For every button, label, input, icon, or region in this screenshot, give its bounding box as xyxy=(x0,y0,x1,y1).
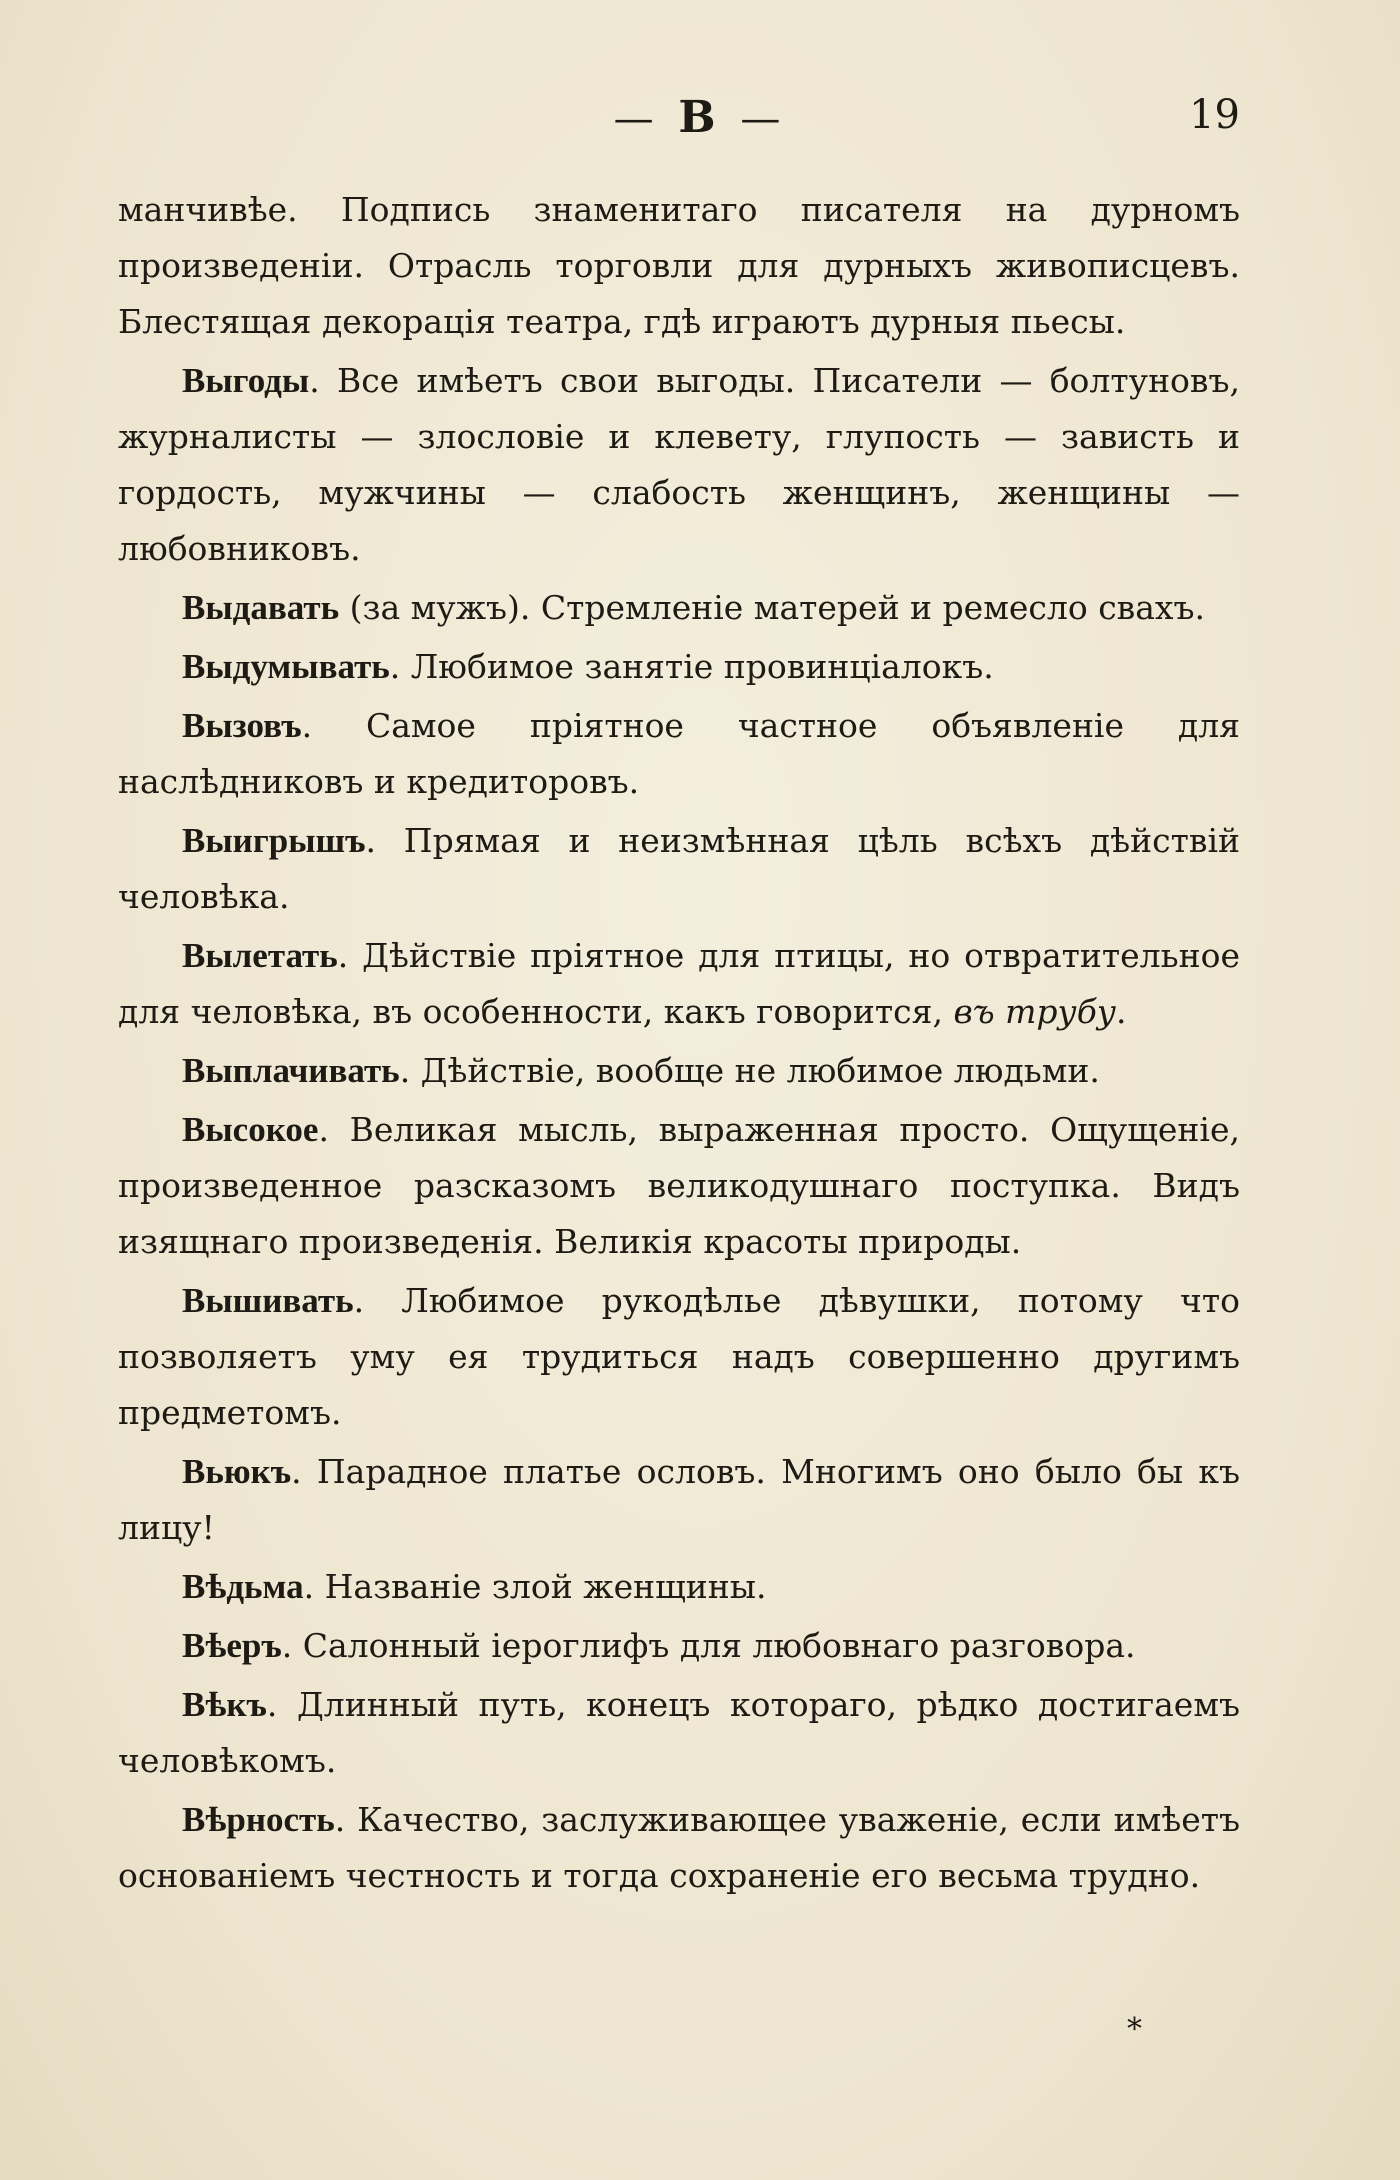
entry-definition: . Великая мысль, выраженная просто. Ощущеніе, произведенное разсказомъ великодушнаго поступка. Видъ изящнаго произведенія. Великія красоты природы. xyxy=(118,1110,1240,1261)
entry-definition: . Дѣйствіе пріятное для птицы, но отвратительное для человѣка, въ особенности, какъ говорится, xyxy=(118,936,1240,1031)
entry-vyshivat xyxy=(118,1273,1240,1441)
page-header xyxy=(0,92,1400,152)
entry-vernost xyxy=(118,1792,1240,1904)
entry-definition: . Парадное платье ословъ. Многимъ оно было бы къ лицу! xyxy=(118,1452,1240,1547)
entry-tail: . xyxy=(1116,992,1127,1031)
entry-vyigrysh xyxy=(118,813,1240,925)
entry-term: Вѣеръ xyxy=(182,1626,282,1665)
entry-vygody xyxy=(118,353,1240,577)
entry-term: Выплачивать xyxy=(182,1051,400,1090)
entry-vydumyvat xyxy=(118,639,1240,695)
entry-vek xyxy=(118,1677,1240,1789)
entry-definition: . Прямая и неизмѣнная цѣль всѣхъ дѣйствій человѣка. xyxy=(118,821,1240,916)
page-number: 19 xyxy=(1189,92,1240,138)
signature-mark: * xyxy=(1127,2012,1142,2047)
entry-definition: . Салонный іероглифъ для любовнаго разговора. xyxy=(281,1626,1136,1665)
entry-term: Вѣрность xyxy=(182,1800,335,1839)
entry-vyuk xyxy=(118,1444,1240,1556)
entry-italic-phrase: въ трубу xyxy=(953,992,1116,1031)
entry-definition: (за мужъ). Стремленіе матерей и ремесло свахъ. xyxy=(339,588,1206,627)
entry-veer xyxy=(118,1618,1240,1674)
entry-term: Вышивать xyxy=(182,1281,354,1320)
entry-term: Выдавать xyxy=(182,588,340,627)
entry-definition: . Любимое занятіе провинціалокъ. xyxy=(389,647,994,686)
entry-definition: . Самое пріятное частное объявленіе для наслѣдниковъ и кредиторовъ. xyxy=(118,706,1240,801)
entry-term: Вѣкъ xyxy=(182,1685,267,1724)
continuation-paragraph: манчивѣе. Подпись знаменитаго писателя на дурномъ произведеніи. Отрасль торговли для дурныхъ живописцевъ. Блестящая декорація театра, гдѣ играютъ дурныя пьесы. xyxy=(118,190,1240,341)
entry-term: Вылетать xyxy=(182,936,338,975)
entry-vyletat xyxy=(118,928,1240,1040)
entry-vyplachivat xyxy=(118,1043,1240,1099)
entry-vedma xyxy=(118,1559,1240,1615)
entry-definition: . Качество, заслуживающее уваженіе, если имѣетъ основаніемъ честность и тогда сохраненіе его весьма трудно. xyxy=(118,1800,1240,1895)
running-head-letter: В xyxy=(678,92,722,143)
entry-definition: . Названіе злой женщины. xyxy=(303,1567,767,1606)
entry-definition: . Все имѣетъ свои выгоды. Писатели — болтуновъ, журналисты — злословіе и клевету, глупость — зависть и гордость, мужчины — слабость женщинъ, женщины — любовниковъ. xyxy=(118,361,1240,568)
running-head-dash-left: — xyxy=(613,96,660,142)
running-head-dash-right: — xyxy=(740,96,787,142)
entry-vydavat xyxy=(118,580,1240,636)
entry-term: Высокое xyxy=(182,1110,319,1149)
entry-term: Вьюкъ xyxy=(182,1452,292,1491)
entry-term: Вѣдьма xyxy=(182,1567,304,1606)
entry-vyzov xyxy=(118,698,1240,810)
entry-definition: . Длинный путь, конецъ котораго, рѣдко достигаемъ человѣкомъ. xyxy=(118,1685,1240,1780)
entry-vysokoe xyxy=(118,1102,1240,1270)
entry-term: Выдумывать xyxy=(182,647,390,686)
entry-term: Выгоды xyxy=(182,361,310,400)
entry-definition: . Дѣйствіе, вообще не любимое людьми. xyxy=(399,1051,1100,1090)
entry-definition: . Любимое рукодѣлье дѣвушки, потому что позволяетъ уму ея трудиться надъ совершенно другимъ предметомъ. xyxy=(118,1281,1240,1432)
entry-term: Вызовъ xyxy=(182,706,302,745)
dictionary-body xyxy=(118,182,1240,1907)
entry-term: Выигрышъ xyxy=(182,821,366,860)
